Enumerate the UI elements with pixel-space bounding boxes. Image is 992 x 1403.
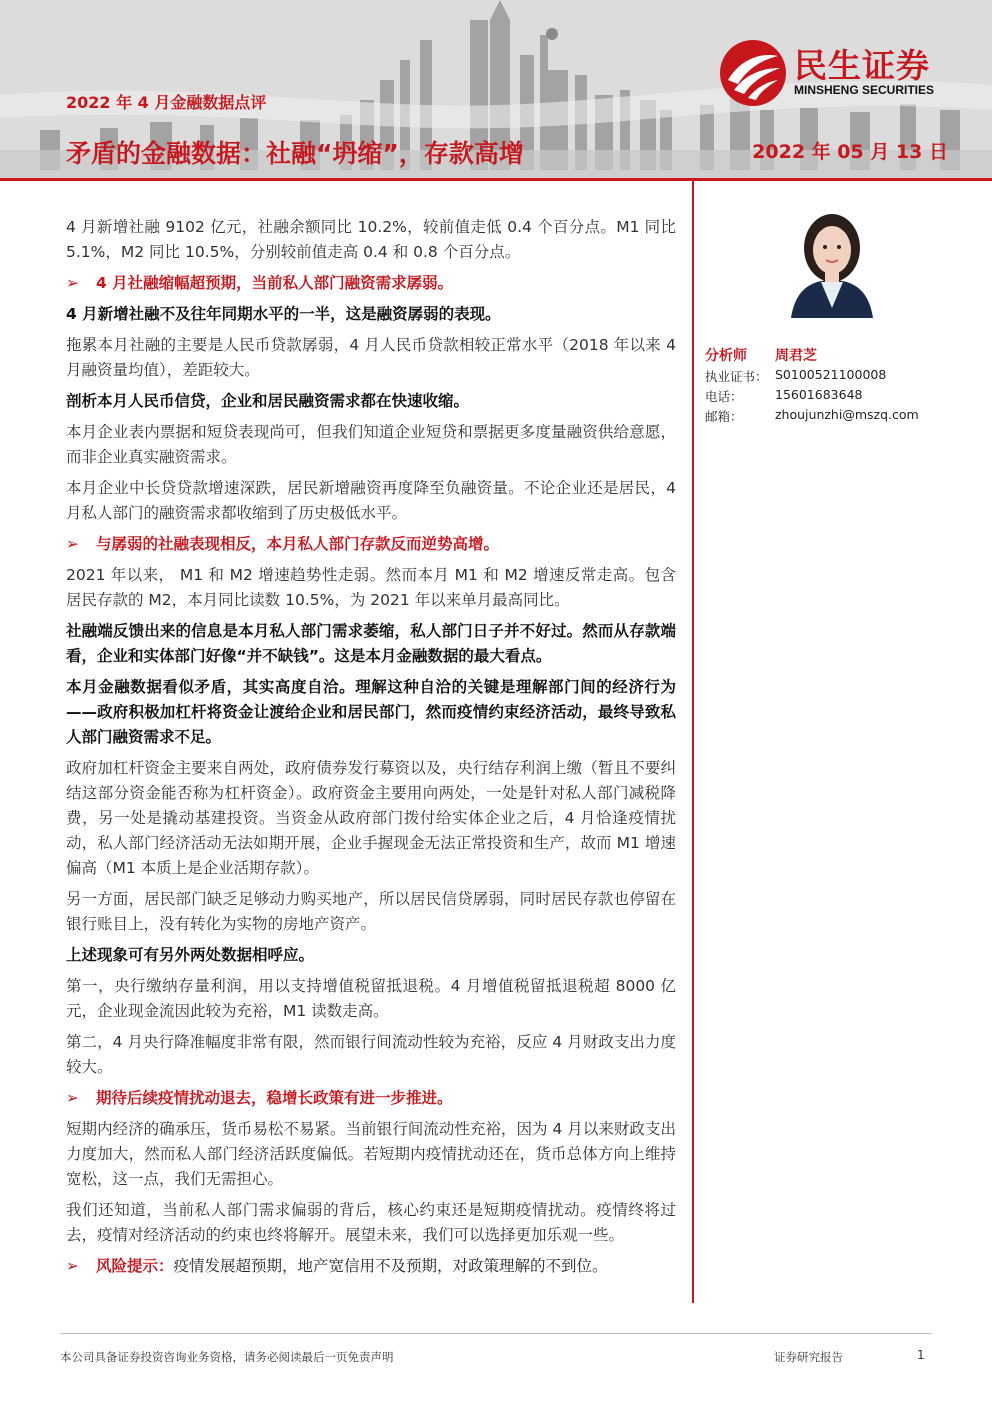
paragraph: 政府加杠杆资金主要来自两处，政府债券发行募资以及，央行结存利润上缴（暂且不要纠结这部分资金能否称为杠杆资金）。政府资金主要用向两处，一处是针对私人部门减税降费，另一处是撬动基建投资。当资金从政府部门拨付给实体企业之后，4 月恰逢疫情扰动，私人部门经济活动无法如期开展，企业手握现金无法正常投资和生产，故而 M1 增速偏高（M1 本质上是企业活期存款）。: [66, 759, 676, 877]
bold-paragraph: 4 月新增社融不及往年同期水平的一半，这是融资孱弱的表现。: [66, 305, 501, 323]
footer-divider: [60, 1333, 932, 1334]
bold-paragraph: 剖析本月人民币信贷，企业和居民融资需求都在快速收缩。: [66, 392, 470, 410]
paragraph: 短期内经济的确承压，货币易松不易紧。当前银行间流动性充裕，因为 4 月以来财政支出力度加大，然而私人部门经济活跃度偏低。若短期内疫情扰动还在，货币总体方向上维持宽松，这一点，我们无需担心。: [66, 1120, 676, 1188]
column-divider: [692, 181, 694, 1303]
report-date: 2022 年 05 月 13 日: [752, 141, 948, 163]
paragraph: 第二，4 月央行降准幅度非常有限，然而银行间流动性较为充裕，反应 4 月财政支出力度较大。: [66, 1033, 676, 1076]
footer-disclaimer: 本公司具备证券投资咨询业务资格，请务必阅读最后一页免责声明: [60, 1350, 394, 1364]
license-label: 执业证书：: [705, 369, 768, 384]
arrow-bullet-icon: ➢: [66, 1257, 79, 1275]
email-link[interactable]: zhoujunzhi@mszq.com: [775, 407, 919, 422]
main-content: [66, 215, 676, 1285]
paragraph: 本月企业中长贷贷款增速深跌，居民新增融资再度降至负融资量。不论企业还是居民，4 月私人部门的融资需求都收缩到了历史极低水平。: [66, 479, 676, 522]
risk-text: 疫情发展超预期，地产宽信用不及预期，对政策理解的不到位。: [173, 1257, 608, 1275]
phone-value: 15601683648: [775, 387, 863, 402]
bold-paragraph: 本月金融数据看似矛盾，其实高度自洽。理解这种自洽的关键是理解部门间的经济行为——政府积极加杠杆将资金让渡给企业和居民部门，然而疫情约束经济活动，最终导致私人部门融资需求不足。: [66, 678, 676, 746]
logo-english-text: MINSHENG SECURITIES: [794, 83, 935, 97]
section-heading: ➢ 与孱弱的社融表现相反，本月私人部门存款反而逆势高增。: [66, 532, 676, 557]
analyst-portrait-icon: [771, 190, 893, 318]
minsheng-logo-icon: [718, 38, 788, 108]
license-value: S0100521100008: [775, 367, 887, 382]
bold-paragraph: 社融端反馈出来的信息是本月私人部门需求萎缩，私人部门日子并不好过。然而从存款端看，企业和实体部门好像“并不缺钱”。这是本月金融数据的最大看点。: [66, 622, 676, 665]
logo-chinese-text: 民生证券: [794, 46, 930, 85]
paragraph: 拖累本月社融的主要是人民币贷款孱弱，4 月人民币贷款相较正常水平（2018 年以来 4 月融资量均值），差距较大。: [66, 336, 676, 379]
paragraph: 4 月新增社融 9102 亿元，社融余额同比 10.2%，较前值走低 0.4 个百分点。M1 同比 5.1%，M2 同比 10.5%，分别较前值走高 0.4 和 0.8 个百分点。: [66, 218, 676, 261]
arrow-bullet-icon: ➢: [66, 1089, 79, 1107]
risk-label: 风险提示：: [96, 1257, 174, 1275]
arrow-bullet-icon: ➢: [66, 274, 79, 292]
risk-warning: [66, 1254, 676, 1279]
email-label: 邮箱：: [705, 409, 743, 424]
header-divider: [0, 178, 992, 181]
section-heading: ➢ 4 月社融缩幅超预期，当前私人部门融资需求孱弱。: [66, 271, 676, 296]
paragraph: 我们还知道，当前私人部门需求偏弱的背后，核心约束还是短期疫情扰动。疫情终将过去，疫情对经济活动的约束也终将解开。展望未来，我们可以选择更加乐观一些。: [66, 1201, 676, 1244]
paragraph: 2021 年以来， M1 和 M2 增速趋势性走弱。然而本月 M1 和 M2 增速反常走高。包含居民存款的 M2，本月同比读数 10.5%，为 2021 年以来单月最高同比。: [66, 566, 676, 609]
arrow-bullet-icon: ➢: [66, 535, 79, 553]
page-number: 1: [917, 1348, 925, 1362]
footer-report-type: 证券研究报告: [774, 1350, 843, 1364]
minsheng-logo: [718, 38, 963, 108]
report-title: 矛盾的金融数据：社融“坍缩”，存款高增: [66, 139, 524, 168]
paragraph: 另一方面，居民部门缺乏足够动力购买地产，所以居民信贷孱弱，同时居民存款也停留在银行账目上，没有转化为实物的房地产资产。: [66, 890, 676, 933]
section-heading: ➢ 期待后续疫情扰动退去，稳增长政策有进一步推进。: [66, 1086, 676, 1111]
paragraph: 第一，央行缴纳存量利润，用以支持增值税留抵退税。4 月增值税留抵退税超 8000 亿元，企业现金流因此较为充裕，M1 读数走高。: [66, 977, 676, 1020]
report-series: 2022 年 4 月金融数据点评: [66, 93, 267, 112]
paragraph: 本月企业表内票据和短贷表现尚可，但我们知道企业短贷和票据更多度量融资供给意愿，而非企业真实融资需求。: [66, 423, 676, 466]
analyst-name: 周君芝: [775, 348, 817, 364]
analyst-photo: [771, 190, 893, 318]
phone-label: 电话：: [705, 389, 743, 404]
bold-paragraph: 上述现象可有另外两处数据相呼应。: [66, 946, 315, 964]
analyst-role-label: 分析师: [705, 348, 747, 364]
